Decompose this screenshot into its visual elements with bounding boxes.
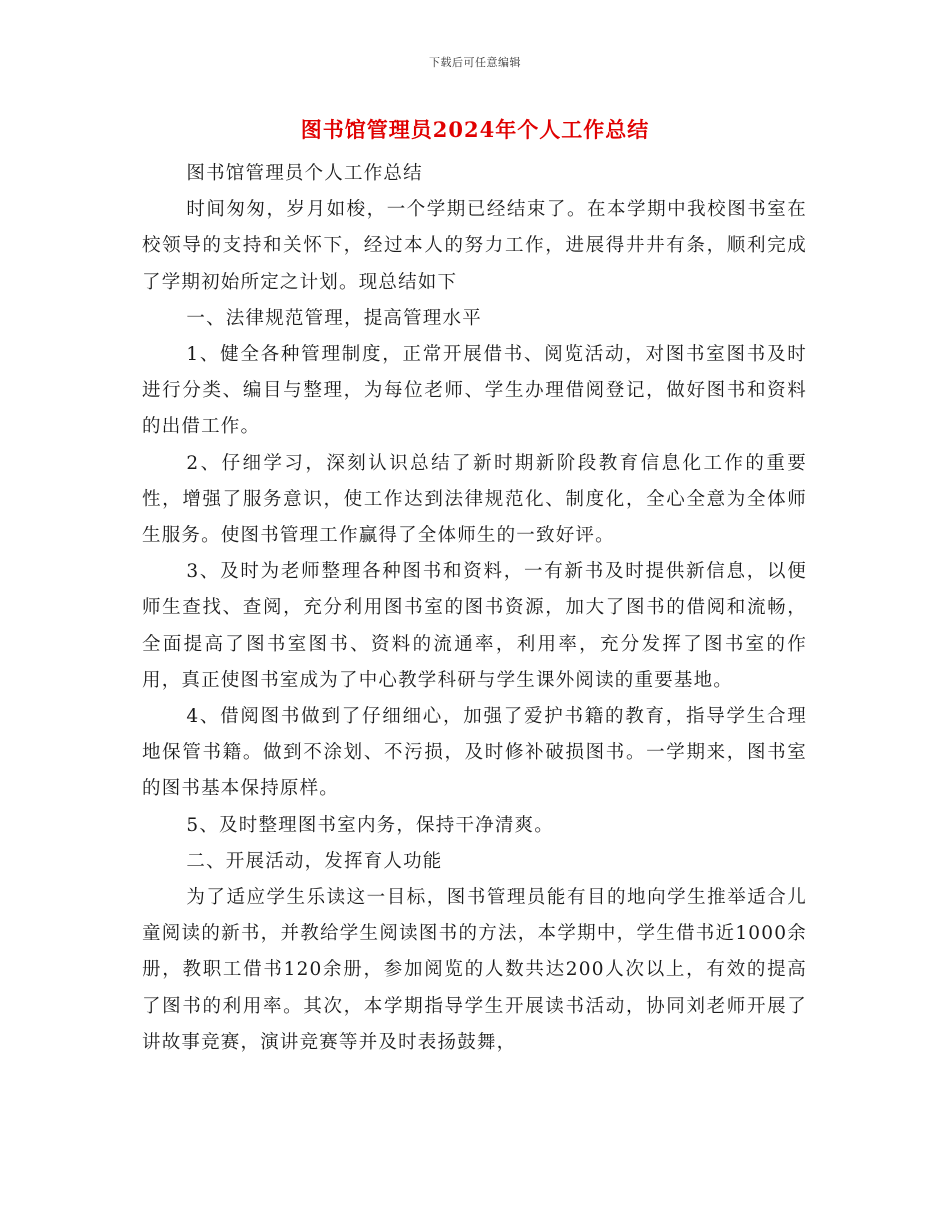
document-body (142, 156, 807, 1061)
body-paragraph: 1、健全各种管理制度，正常开展借书、阅览活动，对图书室图书及时进行分类、编目与整理，为每位老师、学生办理借阅登记，做好图书和资料的出借工作。 (142, 344, 807, 438)
document-title: 图书馆管理员2024年个人工作总结 (300, 117, 650, 142)
subtitle-paragraph: 图书馆管理员个人工作总结 (186, 163, 423, 184)
body-paragraph: 5、及时整理图书室内务，保持干净清爽。 (186, 814, 554, 836)
header-note: 下载后可任意编辑 (429, 56, 521, 69)
body-paragraph: 3、及时为老师整理各种图书和资料，一有新书及时提供新信息，以便师生查找、查阅，充分利用图书室的图书资源，加大了图书的借阅和流畅，全面提高了图书室图书、资料的流通率，利用率，充分发挥了图书室的作用，真正使图书室成为了中心教学科研与学生课外阅读的重要基地。 (142, 561, 807, 691)
body-paragraph: 4、借阅图书做到了仔细细心，加强了爱护书籍的教育，指导学生合理地保管书籍。做到不涂划、不污损，及时修补破损图书。一学期来，图书室的图书基本保持原样。 (142, 706, 807, 800)
section-heading-1: 一、法律规范管理，提高管理水平 (186, 307, 482, 329)
intro-paragraph: 时间匆匆，岁月如梭，一个学期已经结束了。在本学期中我校图书室在校领导的支持和关怀下，经过本人的努力工作，进展得井井有条，顺利完成了学期初始所定之计划。现总结如下 (142, 199, 807, 293)
body-paragraph: 2、仔细学习，深刻认识总结了新时期新阶段教育信息化工作的重要性，增强了服务意识，使工作达到法律规范化、制度化，全心全意为全体师生服务。使图书管理工作赢得了全体师生的一致好评。 (142, 452, 807, 547)
body-paragraph: 为了适应学生乐读这一目标，图书管理员能有目的地向学生推举适合儿童阅读的新书，并教给学生阅读图书的方法，本学期中，学生借书近1000余册，教职工借书120余册，参加阅览的人数共达200人次以上，有效的提高了图书的利用率。其次，本学期指导学生开展读书活动，协同刘老师开展了讲故事竞赛，演讲竞赛等并及时表扬鼓舞， (142, 887, 807, 1053)
section-heading-2: 二、开展活动，发挥育人功能 (186, 850, 443, 872)
